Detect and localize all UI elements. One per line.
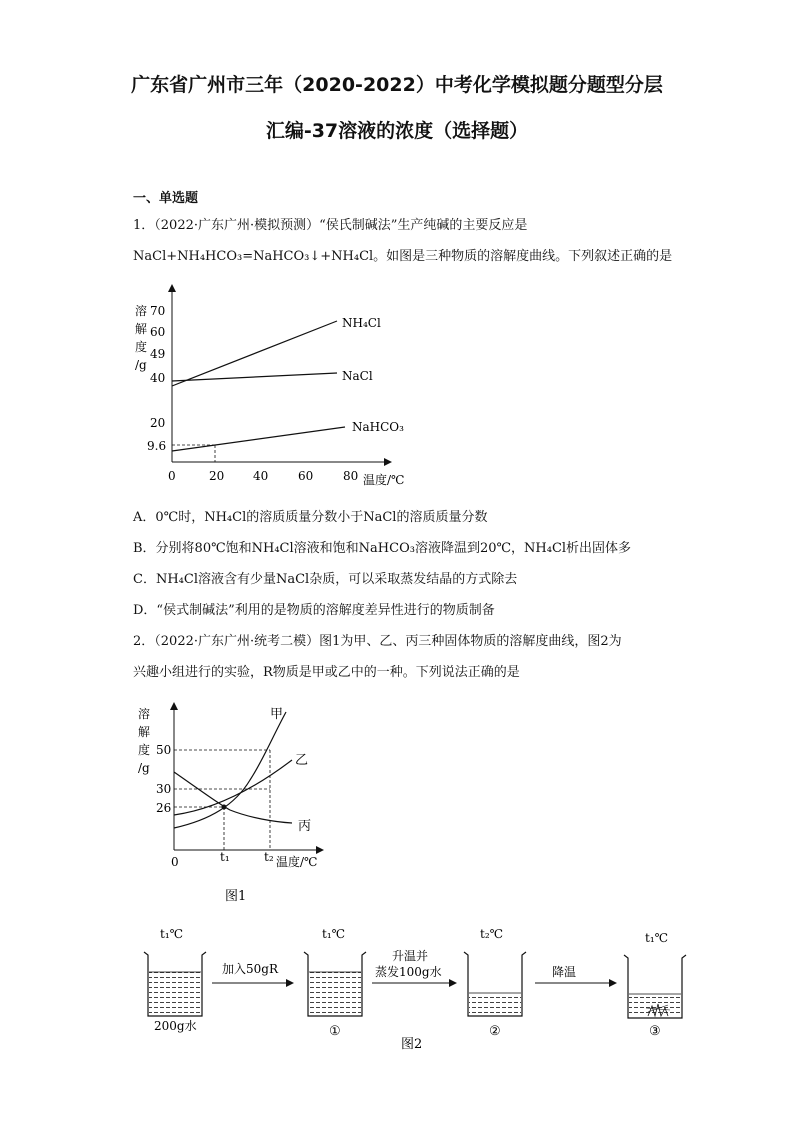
y-tick-9-6: 9.6 <box>147 439 167 453</box>
x-tick-t1: t₁ <box>220 850 230 864</box>
svg-text:度: 度 <box>138 743 151 757</box>
q2-stem-line1: 2．（2022·广东广州·统考二模）图1为甲、乙、丙三种固体物质的溶解度曲线，图2为 <box>133 634 622 649</box>
q1-option-d: D．“侯式制碱法”利用的是物质的溶解度差异性进行的物质制备 <box>133 603 495 618</box>
nh4cl-curve <box>172 321 337 386</box>
x-axis-label: 温度/℃ <box>363 473 405 487</box>
label-3: ③ <box>649 1024 661 1039</box>
y-tick-60: 60 <box>150 325 166 339</box>
y-tick-70: 70 <box>150 304 166 318</box>
arrow2-label-a: 升温并 <box>392 949 429 963</box>
q1-option-a: A．0℃时，NH₄Cl的溶质质量分数小于NaCl的溶质质量分数 <box>133 510 488 525</box>
svg-text:解: 解 <box>138 725 151 739</box>
beaker-3 <box>624 955 686 1018</box>
y-tick-20: 20 <box>150 416 166 430</box>
q1-option-c: C．NH₄Cl溶液含有少量NaCl杂质，可以采取蒸发结晶的方式除去 <box>133 572 518 587</box>
figure2-caption: 图2 <box>401 1037 423 1052</box>
x-tick-0: 0 <box>171 855 179 869</box>
q2-figure2-experiment <box>130 920 690 1055</box>
doc-title-line1: 广东省广州市三年（2020-2022）中考化学模拟题分题型分层 <box>131 74 663 96</box>
q1-stem-line1: 1．（2022·广东广州·模拟预测）“侯氏制碱法”生产纯碱的主要反应是 <box>133 218 528 233</box>
yi-label: 乙 <box>295 753 309 768</box>
arrow2-label-b: 蒸发100g水 <box>375 965 442 979</box>
q1-option-b: B．分别将80℃饱和NH₄Cl溶液和饱和NaHCO₃溶液降温到20℃，NH₄Cl析出固体多 <box>133 541 632 556</box>
label-2: ② <box>489 1024 501 1039</box>
nahco3-curve <box>172 427 345 451</box>
arrow1-label: 加入50gR <box>222 962 278 976</box>
svg-text:度: 度 <box>135 340 148 354</box>
temp-beaker1: t₁℃ <box>322 927 346 941</box>
y-axis-label <box>135 303 147 372</box>
y-axis-label <box>138 706 150 775</box>
water-label: 200g水 <box>154 1019 197 1033</box>
x-tick-40: 40 <box>253 469 269 483</box>
q1-stem-line2: NaCl+NH₄HCO₃=NaHCO₃↓+NH₄Cl。如图是三种物质的溶解度曲线。下列叙述正确的是 <box>133 249 673 264</box>
temp-beaker2: t₂℃ <box>480 927 504 941</box>
svg-text:溶: 溶 <box>138 707 151 721</box>
bing-label: 丙 <box>298 819 312 834</box>
svg-text:溶: 溶 <box>135 304 148 318</box>
svg-text:解: 解 <box>135 322 148 336</box>
nacl-label: NaCl <box>342 369 373 383</box>
nh4cl-label: NH₄Cl <box>342 316 381 330</box>
q2-figure1-chart <box>130 700 340 910</box>
x-tick-0: 0 <box>168 469 176 483</box>
temp-beaker3: t₁℃ <box>645 931 669 945</box>
nahco3-label: NaHCO₃ <box>352 420 404 434</box>
nacl-curve <box>172 373 337 381</box>
beaker-initial <box>144 952 206 1016</box>
arrow3-label: 降温 <box>552 965 577 979</box>
beaker-1 <box>304 952 366 1016</box>
y-tick-50: 50 <box>156 743 172 757</box>
x-tick-t2: t₂ <box>264 850 274 864</box>
x-tick-20: 20 <box>209 469 225 483</box>
jia-label: 甲 <box>270 707 284 722</box>
x-tick-80: 80 <box>343 469 359 483</box>
figure1-caption: 图1 <box>225 889 247 904</box>
y-tick-30: 30 <box>156 782 172 796</box>
section-heading: 一、单选题 <box>133 191 199 206</box>
x-axis-label: 温度/℃ <box>276 855 318 869</box>
intersection-point <box>222 805 227 810</box>
q2-stem-line2: 兴趣小组进行的实验，R物质是甲或乙中的一种。下列说法正确的是 <box>133 665 520 680</box>
y-tick-26: 26 <box>156 801 172 815</box>
y-tick-40: 40 <box>150 371 166 385</box>
bing-curve <box>174 772 292 823</box>
beaker-2 <box>464 952 526 1016</box>
x-tick-60: 60 <box>298 469 314 483</box>
q1-solubility-chart <box>130 280 430 495</box>
svg-text:/g: /g <box>135 358 147 372</box>
svg-text:/g: /g <box>138 761 150 775</box>
label-1: ① <box>329 1024 341 1039</box>
temp-beaker0: t₁℃ <box>160 927 184 941</box>
y-tick-49: 49 <box>150 347 166 361</box>
doc-title-line2: 汇编-37溶液的浓度（选择题） <box>265 120 529 142</box>
